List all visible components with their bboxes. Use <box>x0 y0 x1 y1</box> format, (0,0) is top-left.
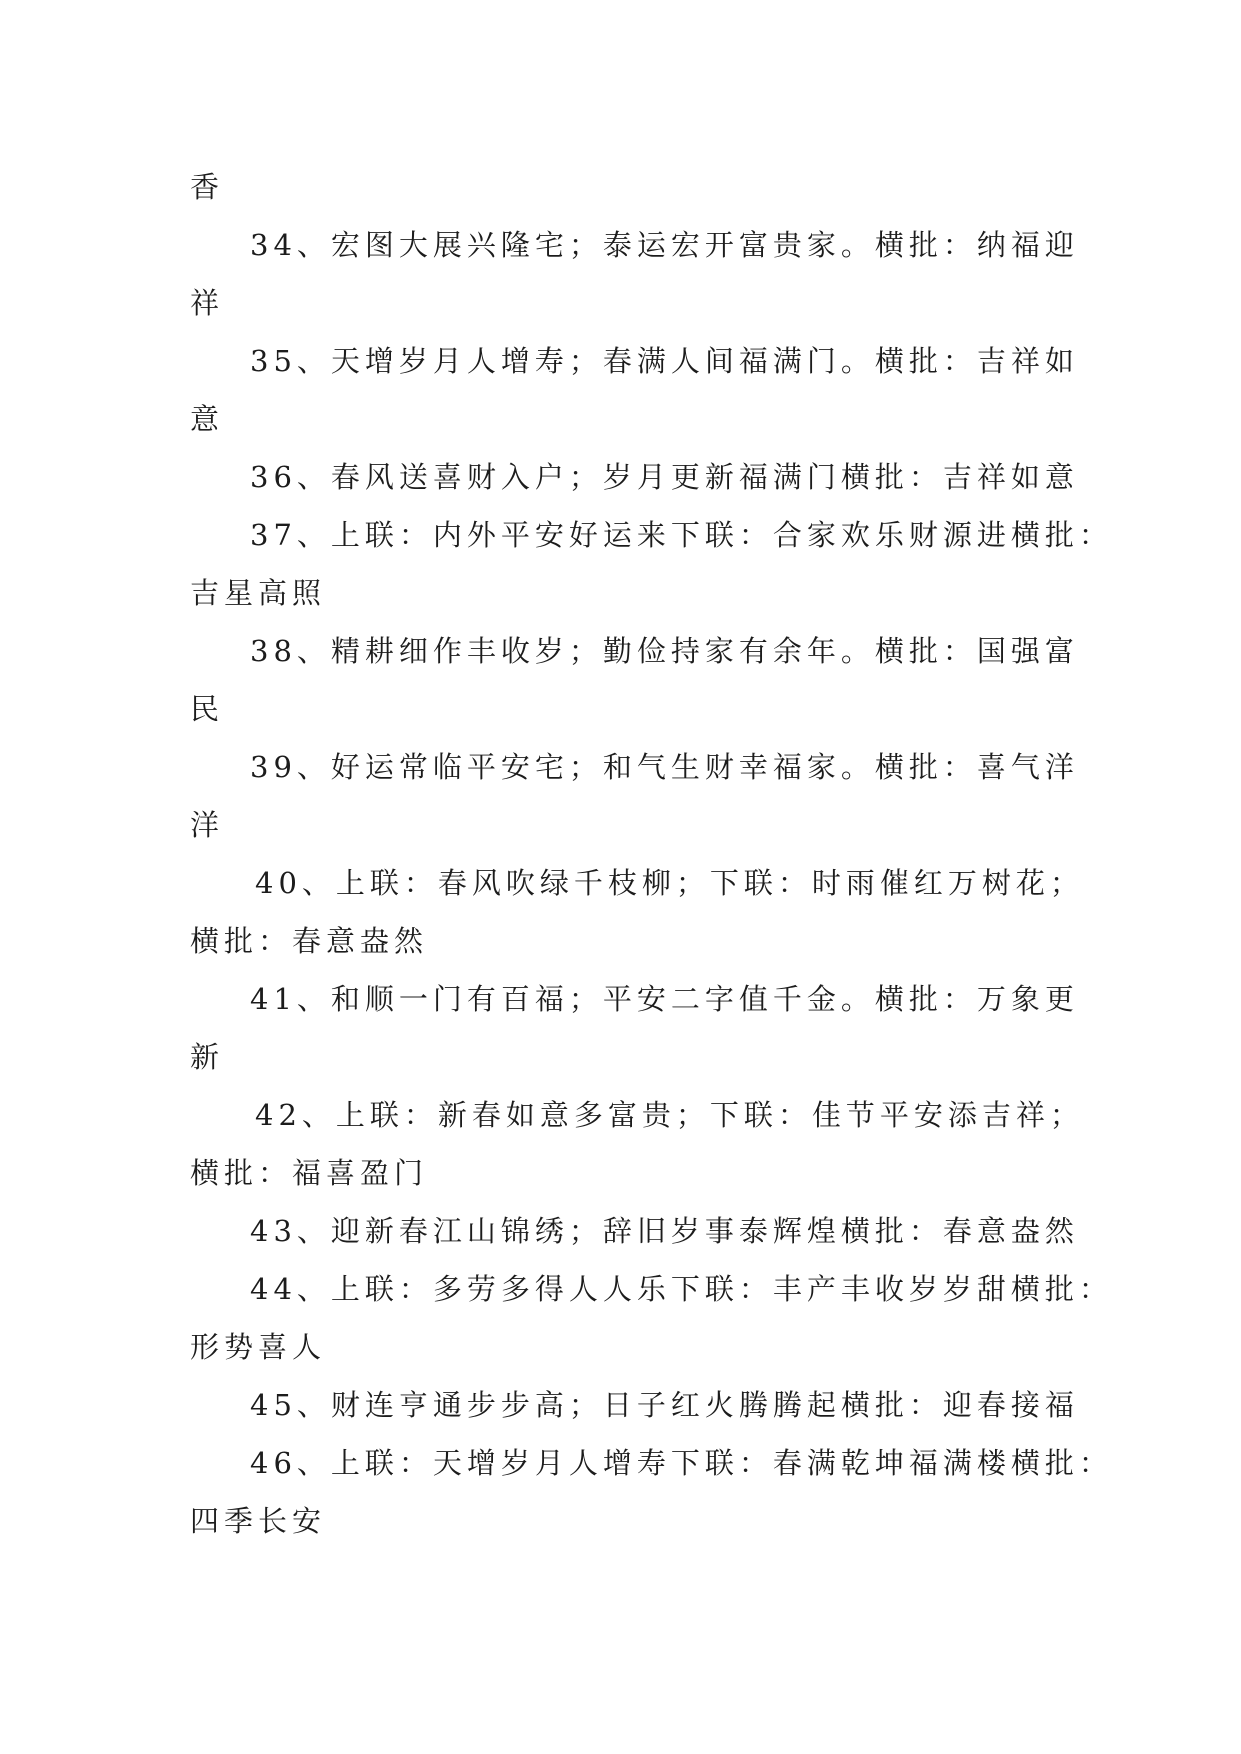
text-line: 36、春风送喜财入户；岁月更新福满门横批：吉祥如意 <box>250 460 1079 494</box>
text-line: 35、天增岁月人增寿；春满人间福满门。横批：吉祥如 <box>250 344 1079 378</box>
text-line: 39、好运常临平安宅；和气生财幸福家。横批：喜气洋 <box>250 750 1079 784</box>
couplet-list <box>190 158 1113 1550</box>
text-line: 意 <box>190 402 225 436</box>
text-line: 34、宏图大展兴隆宅；泰运宏开富贵家。横批：纳福迎 <box>250 228 1079 262</box>
text-line: 四季长安 <box>190 1504 327 1538</box>
text-line: 38、精耕细作丰收岁；勤俭持家有余年。横批：国强富 <box>250 634 1079 668</box>
text-line: 新 <box>190 1040 225 1074</box>
text-line: 42、上联：新春如意多富贵；下联：佳节平安添吉祥； <box>255 1098 1084 1132</box>
text-line: 44、上联：多劳多得人人乐下联：丰产丰收岁岁甜横批： <box>250 1272 1113 1306</box>
text-line: 46、上联：天增岁月人增寿下联：春满乾坤福满楼横批： <box>250 1446 1113 1480</box>
text-line: 37、上联：内外平安好运来下联：合家欢乐财源进横批： <box>250 518 1113 552</box>
text-line: 民 <box>190 692 225 726</box>
text-line: 祥 <box>190 286 225 320</box>
text-line: 40、上联：春风吹绿千枝柳；下联：时雨催红万树花； <box>255 866 1084 900</box>
text-line: 横批：福喜盈门 <box>190 1156 429 1190</box>
text-line: 45、财连亨通步步高；日子红火腾腾起横批：迎春接福 <box>250 1388 1079 1422</box>
text-line: 形势喜人 <box>190 1330 327 1364</box>
text-line: 横批：春意盎然 <box>190 924 429 958</box>
text-line: 香 <box>190 170 225 204</box>
text-line: 吉星高照 <box>190 576 327 610</box>
text-line: 洋 <box>190 808 225 842</box>
text-line: 43、迎新春江山锦绣；辞旧岁事泰辉煌横批：春意盎然 <box>250 1214 1079 1248</box>
text-line: 41、和顺一门有百福；平安二字值千金。横批：万象更 <box>250 982 1079 1016</box>
